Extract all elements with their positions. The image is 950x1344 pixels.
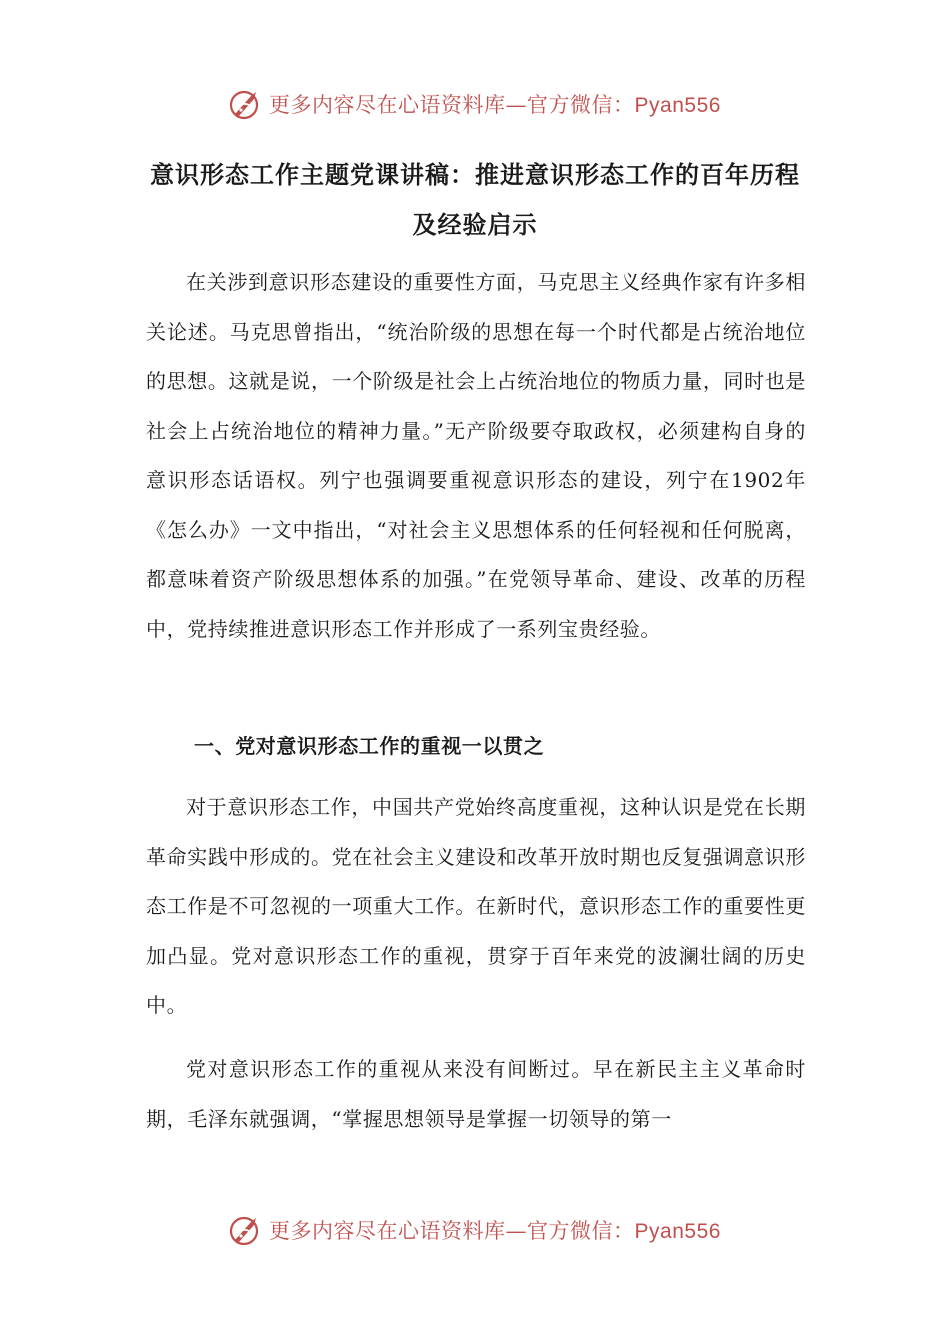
banner-text: 更多内容尽在心语资料库—官方微信：Pyan556: [269, 93, 721, 117]
banner-text: 更多内容尽在心语资料库—官方微信：Pyan556: [269, 1219, 721, 1243]
footer-watermark-banner: [0, 1210, 950, 1250]
header-watermark-banner: [0, 84, 950, 124]
pen-nib-logo-icon: [229, 87, 263, 121]
paragraph-intro: 在关涉到意识形态建设的重要性方面，马克思主义经典作家有许多相关论述。马克思曾指出，“统治阶级的思想在每一个时代都是占统治地位的思想。这就是说，一个阶级是社会上占统治地位的物质力量，同时也是社会上占统治地位的精神力量。”无产阶级要夺取政权，必须建构自身的意识形态话语权。列宁也强调要重视意识形态的建设，列宁在1902年《怎么办》一文中指出，“对社会主义思想体系的任何轻视和任何脱离，都意味着资产阶级思想体系的加强。”在党领导革命、建设、改革的历程中，党持续推进意识形态工作并形成了一系列宝贵经验。: [146, 270, 806, 641]
paragraph-body-2: 党对意识形态工作的重视从来没有间断过。早在新民主主义革命时期，毛泽东就强调，“掌握思想领导是掌握一切领导的第一: [146, 1057, 806, 1131]
section-heading: 一、党对意识形态工作的重视一以贯之: [194, 734, 545, 758]
wechat-id: Pyan556: [634, 94, 721, 117]
document-title: 意识形态工作主题党课讲稿：推进意识形态工作的百年历程及经验启示: [150, 160, 800, 239]
paragraph-body-1: 对于意识形态工作，中国共产党始终高度重视，这种认识是党在长期革命实践中形成的。党在社会主义建设和改革开放时期也反复强调意识形态工作是不可忽视的一项重大工作。在新时代，意识形态工作的重要性更加凸显。党对意识形态工作的重视，贯穿于百年来党的波澜壮阔的历史中。: [146, 795, 806, 1017]
pen-nib-logo-icon: [229, 1213, 263, 1247]
wechat-id: Pyan556: [634, 1220, 721, 1243]
